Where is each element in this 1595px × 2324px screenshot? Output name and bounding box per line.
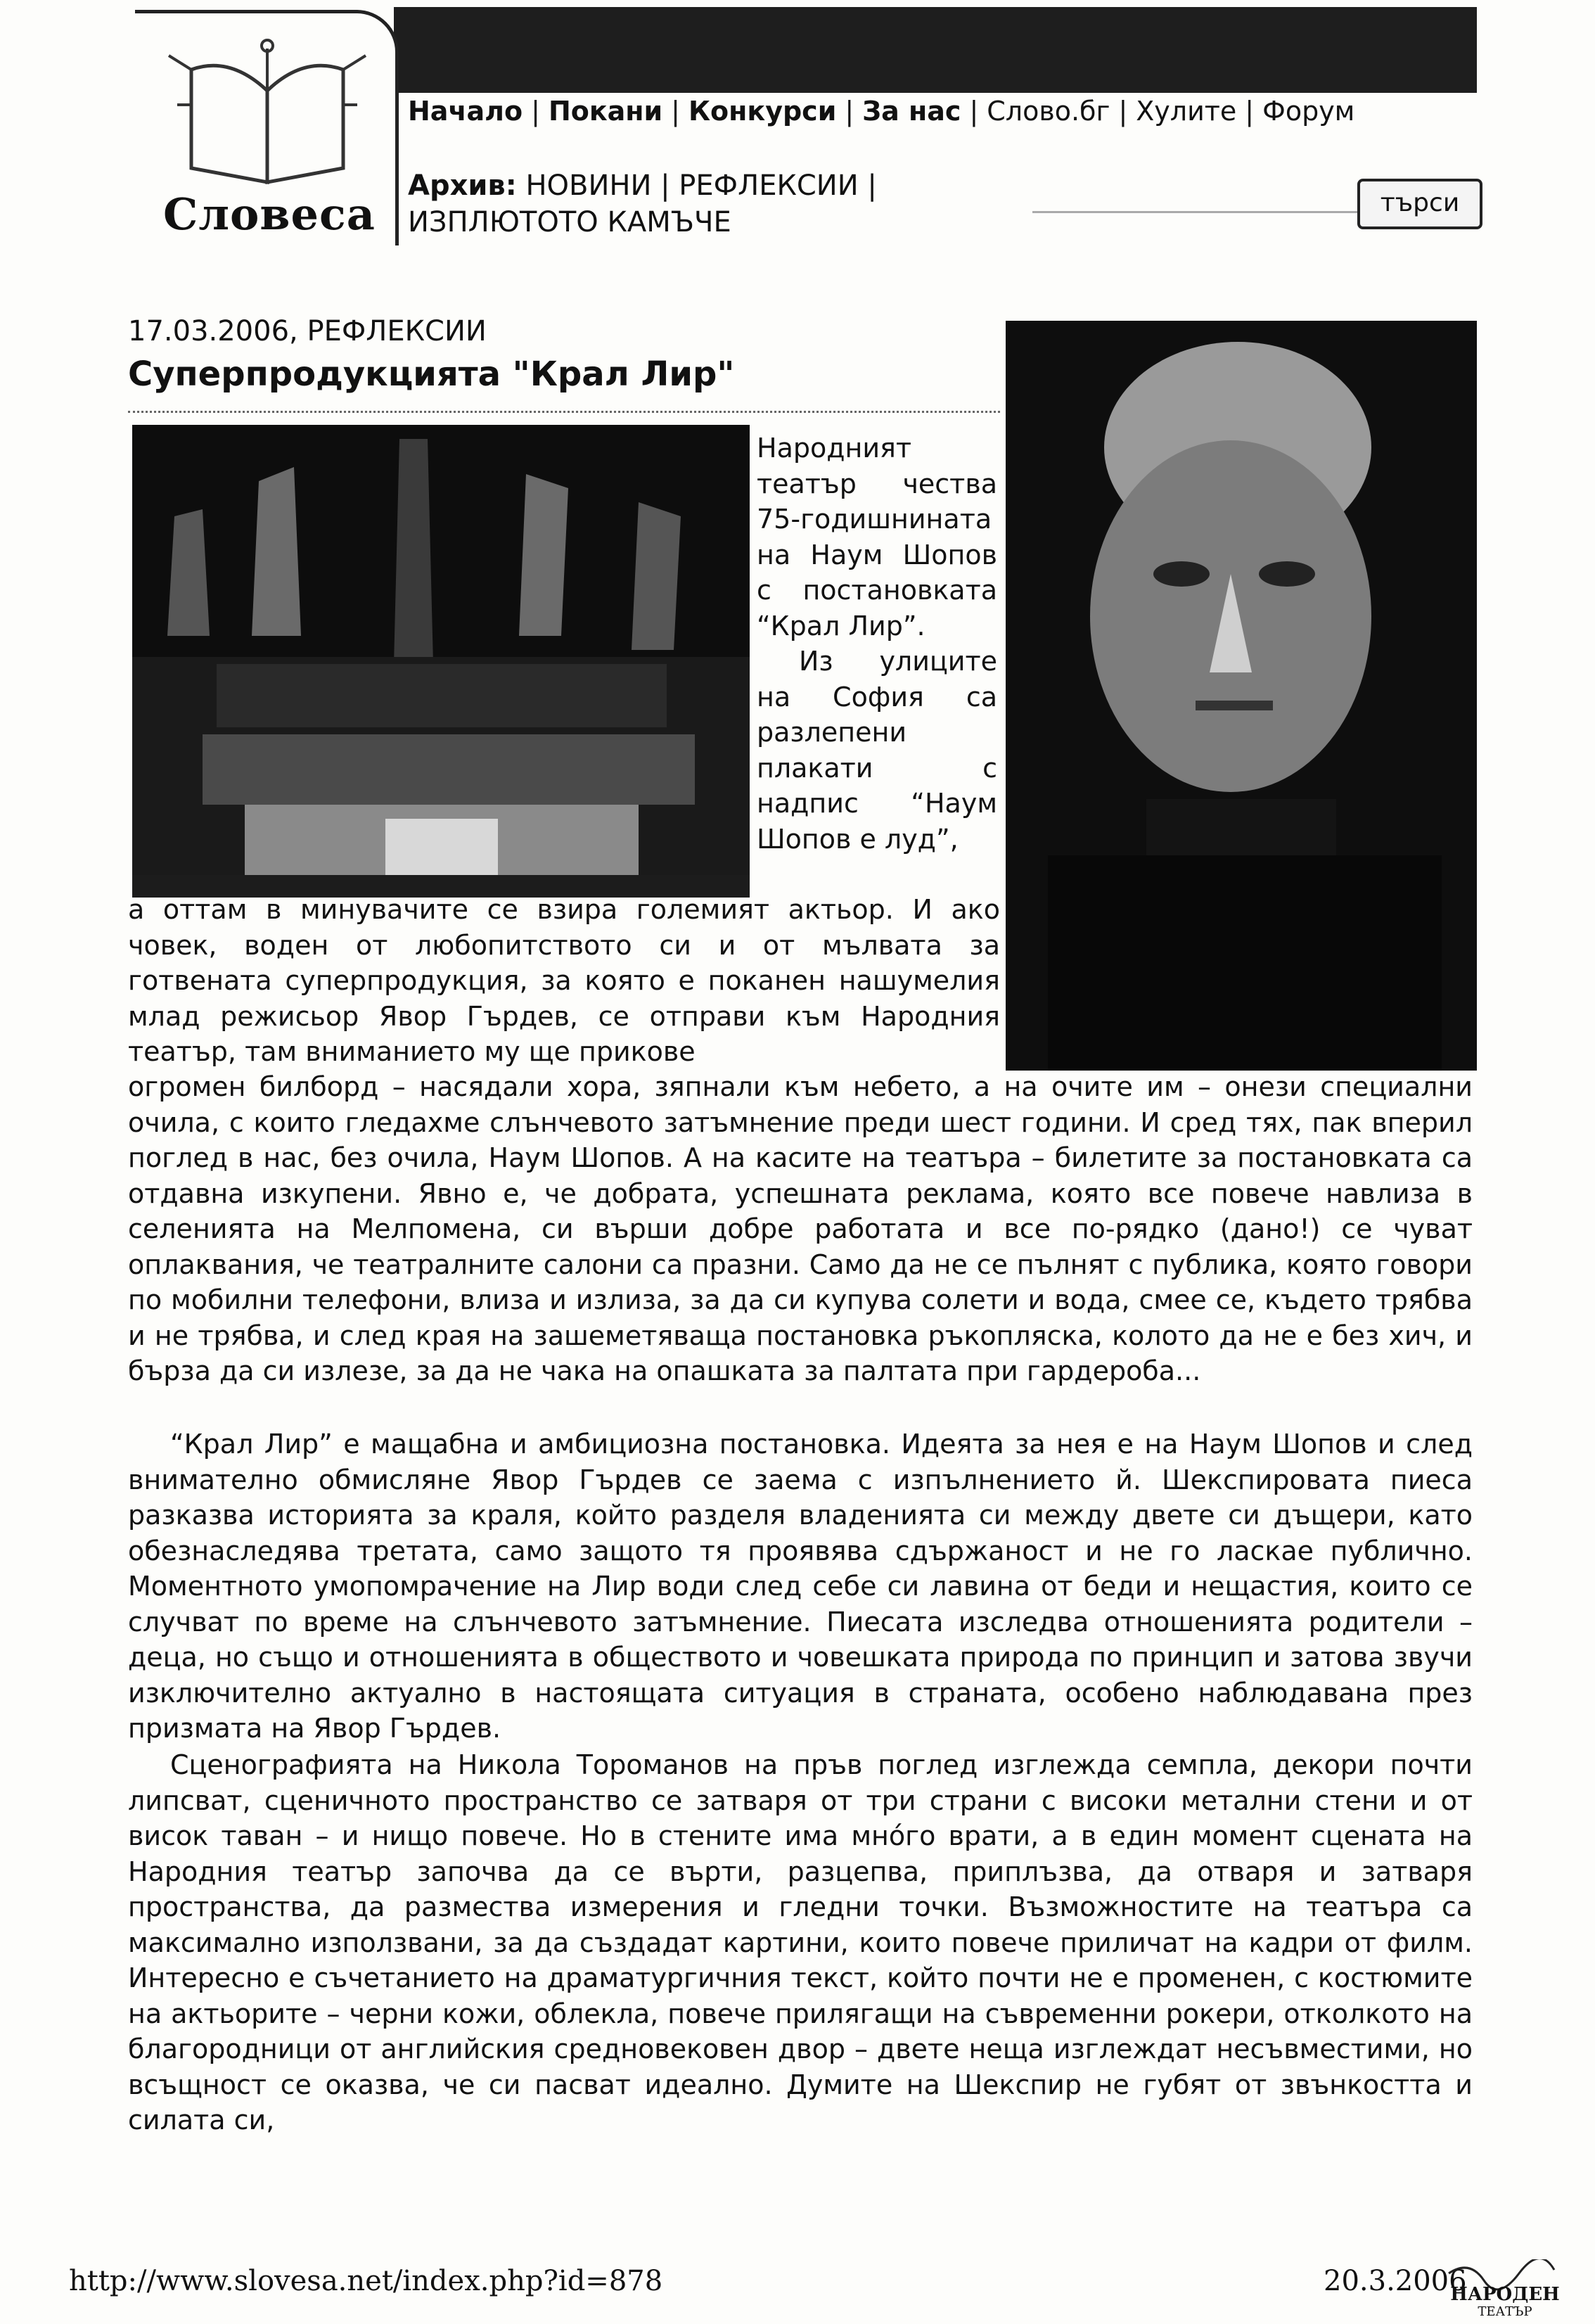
- article-paragraph-3: Сценографията на Никола Тороманов на пръв поглед изглежда семпла, декори почти липсват, сценичното пространство се затваря от три страни с високи метални стени и от висок таван – и нищо повече. Но в стените има мнóго врати, а в един момент сцената на Народния театър започва да се върти, разцепва, приплъзва, да отваря и затваря пространства, да размества измерения и гледни точки. Възможностите на театъра са максимално използвани, за да създадат картини, които повече приличат на кадри от филм. Интересно е съчетанието на драматургичния текст, който почти не е променен, с костюмите на актьорите – черни кожи, облекла, повече прилягащи на съвременни рокери, отколкото на благородници от английския средновековен двор – двете неща изглеждат несъвместими, но всъщност се оказва, че си пасват идеално. Думите на Шекспир не губят от звънкостта и силата си,: [128, 1749, 1473, 2135]
- theatre-stamp: [1435, 2259, 1575, 2318]
- stamp-signature-icon: [1435, 2259, 1575, 2318]
- intro-paragraph: Народният театър чества 75-годишнината на Наум Шопов с постановката “Крал Лир”.: [757, 433, 997, 641]
- nav-item-home[interactable]: Начало: [408, 96, 523, 127]
- main-nav: Начало | Покани | Конкурси | За нас | Слово.бг | Хулите | Форум: [408, 96, 1355, 127]
- archive-nav: [408, 167, 942, 241]
- title-divider: [128, 411, 1000, 413]
- stamp-line-1: НАРОДЕН: [1450, 2284, 1560, 2305]
- footer-url: http://www.slovesa.net/index.php?id=878: [69, 2265, 663, 2297]
- intro-paragraph-2: Из улиците на София са разлепени плакати с надпис “Наум Шопов е луд”,: [757, 646, 997, 855]
- nav-item-contests[interactable]: Конкурси: [688, 96, 837, 127]
- article-paragraph-1b: огромен билборд – насядали хора, зяпнали към небето, а на очите им – онези специални очила, с които гледахме слънчевото затъмнение преди шест години. И сред тях, пак вперил поглед в нас, без очила, Наум Шопов. А на касите на театъра – билетите за постановката са отдавна изкупени. Явно е, че добрата, успешната реклама, която все повече навлиза в селенията на Мелпомена, си върши добре работата и все по-рядко (дано!) се чуват оплаквания, че театралните салони са празни. Само да не се пълнят с публика, която говори по мобилни телефони, влиза и излиза, за да си купува солети и вода, смее се, където трябва и не трябва, и след края на зашеметяваща постановка ръкопляска, колото да не е без хич, и бърза да си излезе, за да не чака на опашката за палтата при гардероба...: [128, 1071, 1473, 1386]
- search-input[interactable]: [1032, 211, 1363, 213]
- article-paragraph-2: “Крал Лир” е мащабна и амбициозна постановка. Идеята за нея е на Наум Шопов и след внимателно обмисляне Явор Гърдев се заема с изпълнението й. Шекспировата пиеса разказва историята за краля, който разделя владенията си между двете си дъщери, като обезнаследява третата, само защото тя проявява сдържаност и не го ласкае публично. Моментното умопомрачение на Лир води след себе си лавина от беди и нещастия, които се случват по време на слънчевото затъмнение. Пиесата изследва отношенията родители – деца, но също и отношенията в обществото и човешката природа по принцип и затова звучи изключително актуално в настоящата ситуация в страната, особено наблюдавана през призмата на Явор Гърдев.: [128, 1429, 1473, 1744]
- stamp-line-2: ТЕАТЪР: [1478, 2304, 1532, 2318]
- archive-links[interactable]: НОВИНИ | РЕФЛЕКСИИ | ИЗПЛЮТОТО КАМЪЧЕ: [408, 170, 877, 238]
- search-button[interactable]: търси: [1357, 179, 1482, 229]
- book-logo-icon: [163, 27, 374, 189]
- archive-label: Архив:: [408, 170, 517, 202]
- article-paragraph-1a: а оттам в минувачите се взира големият актьор. И ако човек, воден от любопитството си и от мълвата за готвената суперпродукция, за която е поканен нашумелия млад режисьор Явор Гърдев, се отправи към Народния театър, там вниманието му ще прикове: [128, 894, 1000, 1067]
- article-title: Суперпродукцията "Крал Лир": [128, 355, 735, 394]
- portrait-photo-art: [1006, 321, 1477, 1071]
- nav-item-slovo-bg[interactable]: Слово.бг: [987, 96, 1110, 127]
- cast-photo: [132, 425, 750, 898]
- article-intro: [757, 430, 997, 857]
- article-date-section: 17.03.2006, РЕФЛЕКСИИ: [128, 315, 487, 347]
- site-logo-text[interactable]: Словеса: [163, 189, 376, 240]
- nav-item-hulite[interactable]: Хулите: [1136, 96, 1237, 127]
- footer-print-date: 20.3.2006: [1324, 2265, 1467, 2297]
- portrait-photo: [1006, 321, 1477, 1071]
- header-bar: [394, 7, 1477, 93]
- nav-item-about[interactable]: За нас: [862, 96, 961, 127]
- cast-photo-art: [132, 425, 750, 898]
- nav-item-forum[interactable]: Форум: [1262, 96, 1355, 127]
- nav-item-invitations[interactable]: Покани: [548, 96, 663, 127]
